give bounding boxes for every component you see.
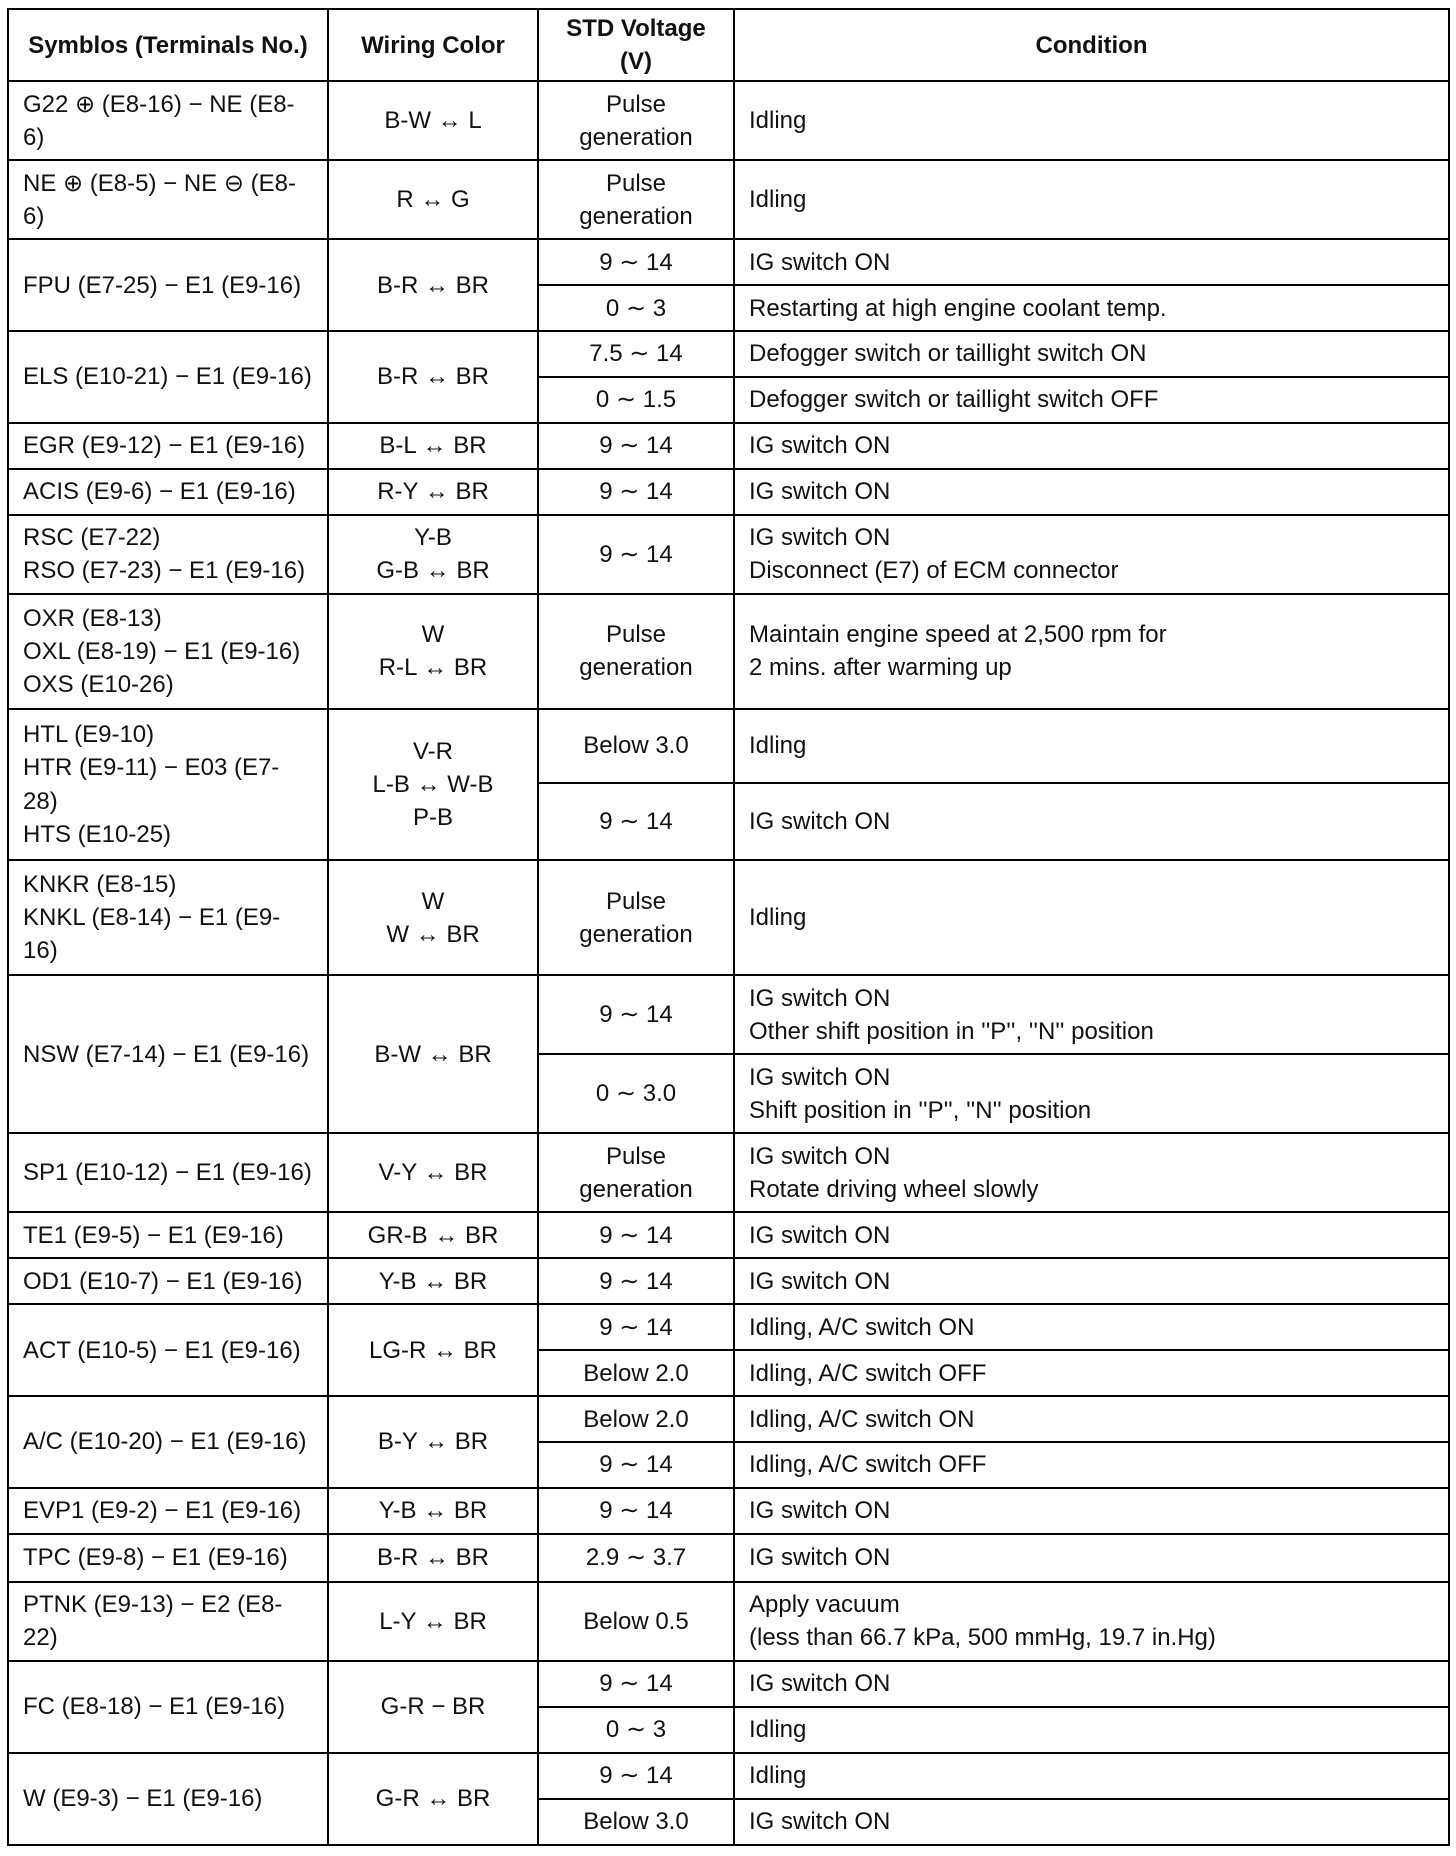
terminal-voltage-table: [7, 8, 1450, 1846]
table-body: [8, 81, 1449, 1845]
std-voltage-cell: Below 3.0: [538, 1799, 734, 1845]
wiring-color-cell: B-W ↔ BR: [328, 975, 538, 1133]
condition-cell: Maintain engine speed at 2,500 rpm for 2 mins. after warming up: [734, 594, 1449, 709]
header-wiring-color: Wiring Color: [328, 9, 538, 81]
symbol-cell: ACT (E10-5) − E1 (E9-16): [8, 1304, 328, 1396]
std-voltage-cell: Pulse generation: [538, 1133, 734, 1212]
symbol-cell: ELS (E10-21) − E1 (E9-16): [8, 331, 328, 423]
condition-cell: IG switch ON: [734, 1661, 1449, 1707]
condition-cell: IG switch ON: [734, 469, 1449, 515]
condition-cell: Restarting at high engine coolant temp.: [734, 285, 1449, 331]
std-voltage-cell: Pulse generation: [538, 594, 734, 709]
table-row: [8, 860, 1449, 975]
table-row: [8, 1304, 1449, 1350]
header-row: [8, 9, 1449, 81]
wiring-color-cell: L-Y ↔ BR: [328, 1582, 538, 1661]
symbol-cell: KNKR (E8-15) KNKL (E8-14) − E1 (E9-16): [8, 860, 328, 975]
table-row: [8, 1396, 1449, 1442]
std-voltage-cell: 9 ∼ 14: [538, 1442, 734, 1488]
std-voltage-cell: 7.5 ∼ 14: [538, 331, 734, 377]
std-voltage-cell: 9 ∼ 14: [538, 239, 734, 285]
wiring-color-cell: B-L ↔ BR: [328, 423, 538, 469]
header-condition: Condition: [734, 9, 1449, 81]
condition-cell: Idling: [734, 860, 1449, 975]
symbol-cell: OD1 (E10-7) − E1 (E9-16): [8, 1258, 328, 1304]
std-voltage-cell: 9 ∼ 14: [538, 1304, 734, 1350]
table-row: [8, 1133, 1449, 1212]
std-voltage-cell: 0 ∼ 1.5: [538, 377, 734, 423]
std-voltage-cell: Pulse generation: [538, 81, 734, 160]
condition-cell: Idling, A/C switch OFF: [734, 1350, 1449, 1396]
wiring-color-cell: R ↔ G: [328, 160, 538, 239]
condition-cell: IG switch ON: [734, 783, 1449, 860]
symbol-cell: PTNK (E9-13) − E2 (E8-22): [8, 1582, 328, 1661]
std-voltage-cell: 0 ∼ 3: [538, 1707, 734, 1753]
condition-cell: IG switch ON: [734, 1534, 1449, 1582]
wiring-color-cell: V-Y ↔ BR: [328, 1133, 538, 1212]
table-row: [8, 239, 1449, 285]
symbol-cell: FC (E8-18) − E1 (E9-16): [8, 1661, 328, 1753]
table-row: [8, 594, 1449, 709]
wiring-color-cell: G-R ↔ BR: [328, 1753, 538, 1845]
header-symbols: Symblos (Terminals No.): [8, 9, 328, 81]
table-row: [8, 1488, 1449, 1534]
symbol-cell: EVP1 (E9-2) − E1 (E9-16): [8, 1488, 328, 1534]
std-voltage-cell: 9 ∼ 14: [538, 783, 734, 860]
symbol-cell: W (E9-3) − E1 (E9-16): [8, 1753, 328, 1845]
condition-cell: Defogger switch or taillight switch OFF: [734, 377, 1449, 423]
wiring-color-cell: Y-B G-B ↔ BR: [328, 515, 538, 594]
condition-cell: Idling: [734, 1707, 1449, 1753]
std-voltage-cell: 9 ∼ 14: [538, 469, 734, 515]
wiring-color-cell: B-R ↔ BR: [328, 1534, 538, 1582]
std-voltage-cell: Pulse generation: [538, 160, 734, 239]
symbol-cell: NSW (E7-14) − E1 (E9-16): [8, 975, 328, 1133]
symbol-cell: SP1 (E10-12) − E1 (E9-16): [8, 1133, 328, 1212]
condition-cell: IG switch ON: [734, 423, 1449, 469]
condition-cell: IG switch ON: [734, 1258, 1449, 1304]
wiring-color-cell: G-R − BR: [328, 1661, 538, 1753]
wiring-color-cell: W R-L ↔ BR: [328, 594, 538, 709]
std-voltage-cell: 9 ∼ 14: [538, 1258, 734, 1304]
table-row: [8, 1534, 1449, 1582]
condition-cell: Idling, A/C switch ON: [734, 1396, 1449, 1442]
symbol-cell: NE ⊕ (E8-5) − NE ⊖ (E8-6): [8, 160, 328, 239]
condition-cell: IG switch ON: [734, 239, 1449, 285]
wiring-color-cell: LG-R ↔ BR: [328, 1304, 538, 1396]
table-row: [8, 160, 1449, 239]
table-row: [8, 331, 1449, 377]
symbol-cell: ACIS (E9-6) − E1 (E9-16): [8, 469, 328, 515]
wiring-color-cell: B-R ↔ BR: [328, 331, 538, 423]
wiring-color-cell: W W ↔ BR: [328, 860, 538, 975]
wiring-color-cell: Y-B ↔ BR: [328, 1258, 538, 1304]
condition-cell: IG switch ON: [734, 1488, 1449, 1534]
table-row: [8, 975, 1449, 1054]
table-row: [8, 469, 1449, 515]
std-voltage-cell: 9 ∼ 14: [538, 1753, 734, 1799]
symbol-cell: EGR (E9-12) − E1 (E9-16): [8, 423, 328, 469]
condition-cell: Idling: [734, 160, 1449, 239]
table-row: [8, 1212, 1449, 1258]
table-row: [8, 1582, 1449, 1661]
table-row: [8, 515, 1449, 594]
condition-cell: IG switch ON: [734, 1799, 1449, 1845]
condition-cell: IG switch ON Other shift position in ''P'', ''N'' position: [734, 975, 1449, 1054]
wiring-color-cell: B-W ↔ L: [328, 81, 538, 160]
wiring-color-cell: Y-B ↔ BR: [328, 1488, 538, 1534]
condition-cell: IG switch ON Shift position in ''P'', ''N'' position: [734, 1054, 1449, 1133]
wiring-color-cell: B-Y ↔ BR: [328, 1396, 538, 1488]
condition-cell: IG switch ON Disconnect (E7) of ECM connector: [734, 515, 1449, 594]
symbol-cell: TPC (E9-8) − E1 (E9-16): [8, 1534, 328, 1582]
symbol-cell: OXR (E8-13) OXL (E8-19) − E1 (E9-16) OXS (E10-26): [8, 594, 328, 709]
condition-cell: Idling: [734, 709, 1449, 783]
std-voltage-cell: 9 ∼ 14: [538, 1661, 734, 1707]
table-row: [8, 1258, 1449, 1304]
condition-cell: Idling, A/C switch OFF: [734, 1442, 1449, 1488]
std-voltage-cell: Pulse generation: [538, 860, 734, 975]
table-row: [8, 423, 1449, 469]
condition-cell: Idling: [734, 1753, 1449, 1799]
condition-cell: IG switch ON Rotate driving wheel slowly: [734, 1133, 1449, 1212]
std-voltage-cell: Below 3.0: [538, 709, 734, 783]
std-voltage-cell: 2.9 ∼ 3.7: [538, 1534, 734, 1582]
std-voltage-cell: 9 ∼ 14: [538, 975, 734, 1054]
wiring-color-cell: V-R L-B ↔ W-B P-B: [328, 709, 538, 860]
wiring-color-cell: B-R ↔ BR: [328, 239, 538, 331]
std-voltage-cell: Below 0.5: [538, 1582, 734, 1661]
table-row: [8, 709, 1449, 783]
condition-cell: Idling: [734, 81, 1449, 160]
wiring-color-cell: GR-B ↔ BR: [328, 1212, 538, 1258]
symbol-cell: FPU (E7-25) − E1 (E9-16): [8, 239, 328, 331]
table-row: [8, 81, 1449, 160]
header-std-voltage: STD Voltage (V): [538, 9, 734, 81]
table-row: [8, 1661, 1449, 1707]
std-voltage-cell: Below 2.0: [538, 1396, 734, 1442]
condition-cell: Defogger switch or taillight switch ON: [734, 331, 1449, 377]
table-row: [8, 1753, 1449, 1799]
symbol-cell: RSC (E7-22) RSO (E7-23) − E1 (E9-16): [8, 515, 328, 594]
std-voltage-cell: 9 ∼ 14: [538, 1212, 734, 1258]
symbol-cell: TE1 (E9-5) − E1 (E9-16): [8, 1212, 328, 1258]
symbol-cell: A/C (E10-20) − E1 (E9-16): [8, 1396, 328, 1488]
condition-cell: Apply vacuum (less than 66.7 kPa, 500 mmHg, 19.7 in.Hg): [734, 1582, 1449, 1661]
condition-cell: Idling, A/C switch ON: [734, 1304, 1449, 1350]
symbol-cell: HTL (E9-10) HTR (E9-11) − E03 (E7-28) HTS (E10-25): [8, 709, 328, 860]
condition-cell: IG switch ON: [734, 1212, 1449, 1258]
wiring-color-cell: R-Y ↔ BR: [328, 469, 538, 515]
std-voltage-cell: 9 ∼ 14: [538, 1488, 734, 1534]
std-voltage-cell: 0 ∼ 3: [538, 285, 734, 331]
std-voltage-cell: 0 ∼ 3.0: [538, 1054, 734, 1133]
std-voltage-cell: 9 ∼ 14: [538, 423, 734, 469]
symbol-cell: G22 ⊕ (E8-16) − NE (E8-6): [8, 81, 328, 160]
std-voltage-cell: Below 2.0: [538, 1350, 734, 1396]
std-voltage-cell: 9 ∼ 14: [538, 515, 734, 594]
